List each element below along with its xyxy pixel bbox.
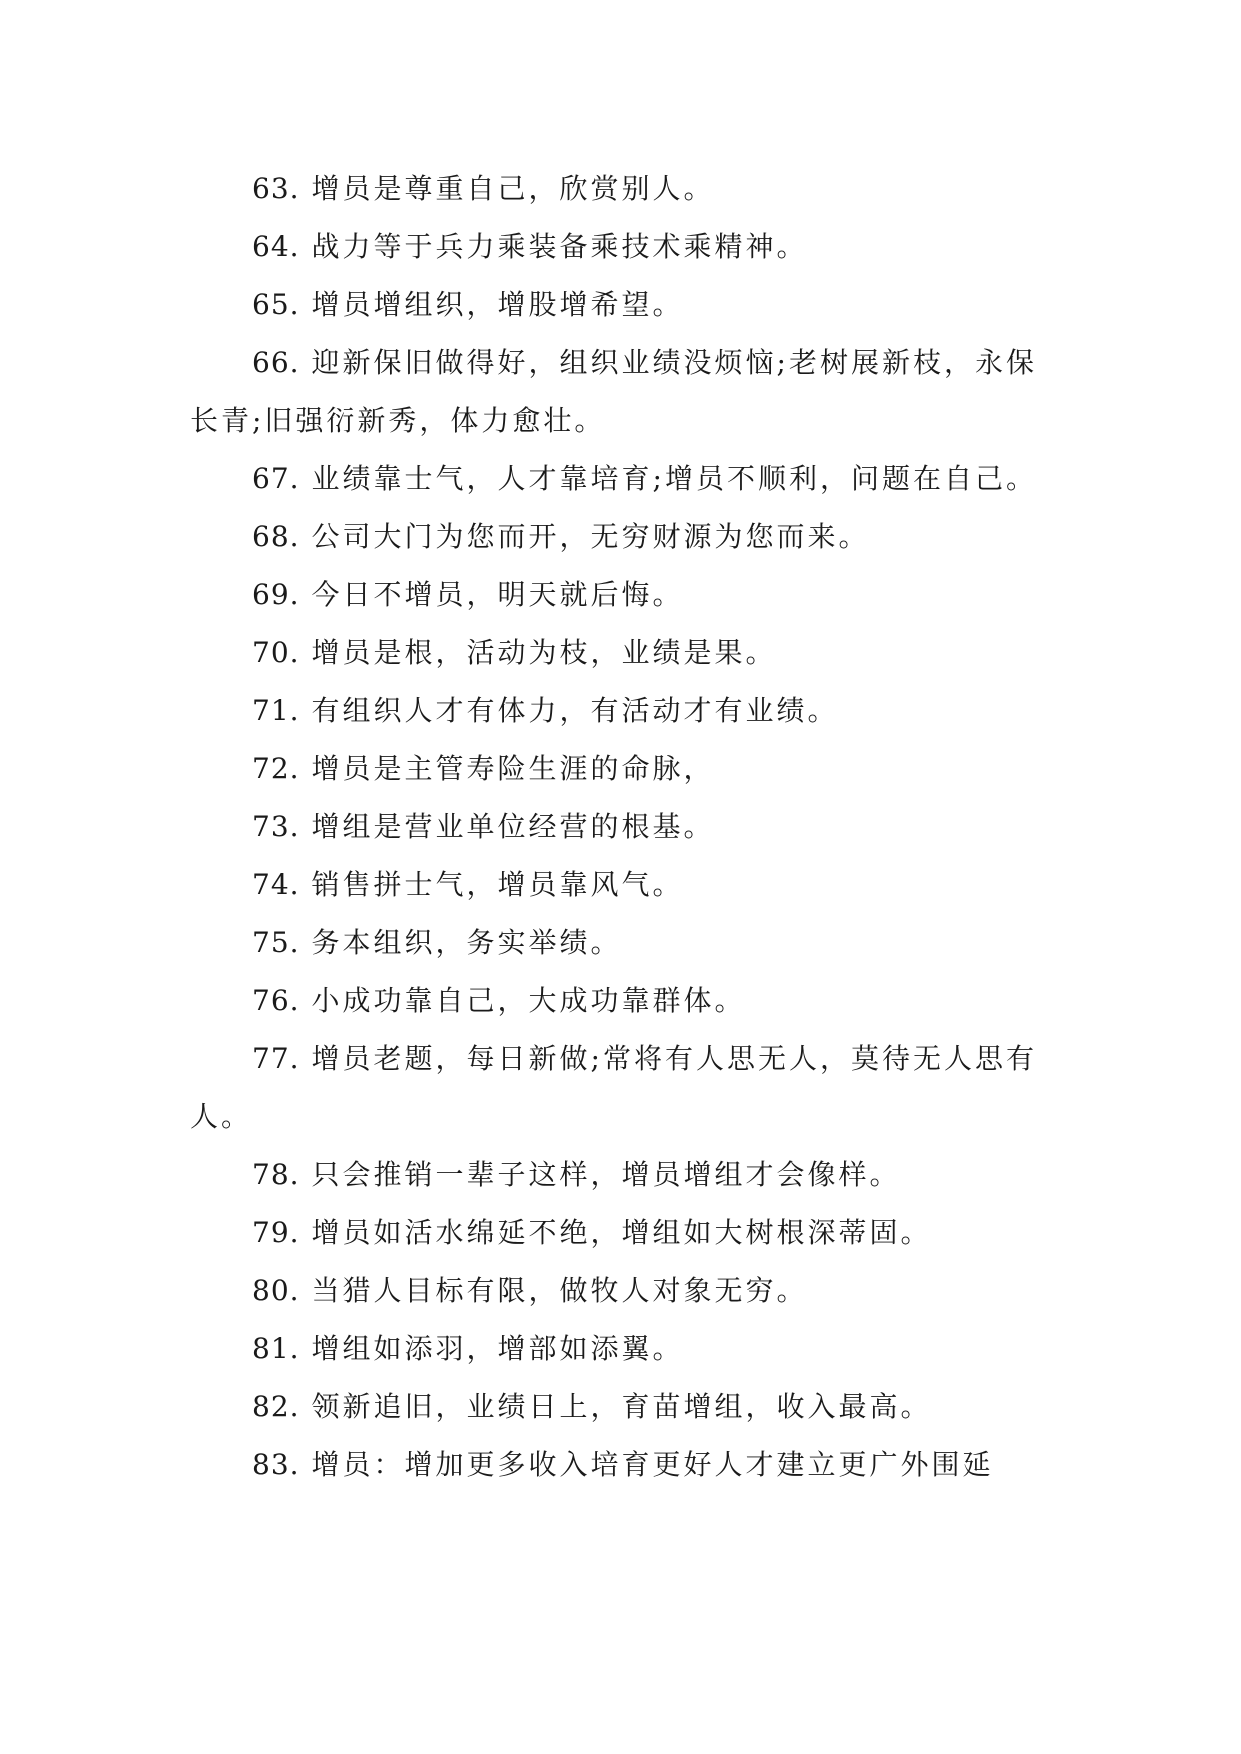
list-item [190, 682, 1050, 740]
item-number: 78. [252, 1158, 300, 1191]
list-item [190, 334, 1050, 450]
item-number: 77. [252, 1042, 300, 1075]
list-item [190, 1436, 1050, 1494]
item-text: 今日不增员，明天就后悔。 [311, 578, 684, 611]
item-number: 75. [252, 926, 300, 959]
list-item [190, 740, 1050, 798]
item-number: 83. [252, 1448, 300, 1481]
item-number: 66. [252, 346, 300, 379]
item-text: 迎新保旧做得好，组织业绩没烦恼;老树展新枝，永保长青;旧强衍新秀，体力愈壮。 [190, 346, 1037, 437]
item-text: 增组如添羽，增部如添翼。 [311, 1332, 684, 1365]
document-page [190, 160, 1050, 1494]
list-item [190, 1262, 1050, 1320]
list-item [190, 450, 1050, 508]
item-number: 82. [252, 1390, 300, 1423]
item-text: 增员是根，活动为枝，业绩是果。 [311, 636, 777, 669]
item-text: 业绩靠士气，人才靠培育;增员不顺利，问题在自己。 [311, 462, 1037, 495]
list-item [190, 624, 1050, 682]
item-number: 63. [252, 172, 300, 205]
list-item [190, 218, 1050, 276]
list-item [190, 972, 1050, 1030]
item-number: 80. [252, 1274, 300, 1307]
list-item [190, 508, 1050, 566]
item-text: 有组织人才有体力，有活动才有业绩。 [311, 694, 839, 727]
item-text: 增员是主管寿险生涯的命脉， [311, 752, 715, 785]
item-text: 增员是尊重自己，欣赏别人。 [311, 172, 715, 205]
list-item [190, 856, 1050, 914]
list-item [190, 1378, 1050, 1436]
item-number: 67. [252, 462, 300, 495]
list-item [190, 914, 1050, 972]
item-text: 增组是营业单位经营的根基。 [311, 810, 715, 843]
list-item [190, 1204, 1050, 1262]
list-item [190, 566, 1050, 624]
item-text: 增员：增加更多收入培育更好人才建立更广外围延 [311, 1448, 994, 1481]
list-item [190, 1030, 1050, 1146]
item-number: 65. [252, 288, 300, 321]
item-text: 务本组织，务实举绩。 [311, 926, 622, 959]
item-number: 76. [252, 984, 300, 1017]
list-item [190, 160, 1050, 218]
item-number: 64. [252, 230, 300, 263]
item-number: 73. [252, 810, 300, 843]
item-number: 81. [252, 1332, 300, 1365]
item-number: 71. [252, 694, 300, 727]
item-text: 当猎人目标有限，做牧人对象无穷。 [311, 1274, 808, 1307]
list-item [190, 1146, 1050, 1204]
item-text: 战力等于兵力乘装备乘技术乘精神。 [311, 230, 808, 263]
item-text: 小成功靠自己，大成功靠群体。 [311, 984, 746, 1017]
item-text: 公司大门为您而开，无穷财源为您而来。 [311, 520, 870, 553]
list-item [190, 1320, 1050, 1378]
item-text: 领新追旧，业绩日上，育苗增组，收入最高。 [311, 1390, 932, 1423]
item-number: 72. [252, 752, 300, 785]
item-number: 68. [252, 520, 300, 553]
item-text: 增员老题，每日新做;常将有人思无人，莫待无人思有人。 [190, 1042, 1037, 1133]
list-item [190, 798, 1050, 856]
item-text: 增员增组织，增股增希望。 [311, 288, 684, 321]
item-number: 69. [252, 578, 300, 611]
item-number: 74. [252, 868, 300, 901]
item-number: 79. [252, 1216, 300, 1249]
list-item [190, 276, 1050, 334]
item-text: 增员如活水绵延不绝，增组如大树根深蒂固。 [311, 1216, 932, 1249]
item-text: 销售拼士气，增员靠风气。 [311, 868, 684, 901]
item-text: 只会推销一辈子这样，增员增组才会像样。 [311, 1158, 901, 1191]
item-number: 70. [252, 636, 300, 669]
